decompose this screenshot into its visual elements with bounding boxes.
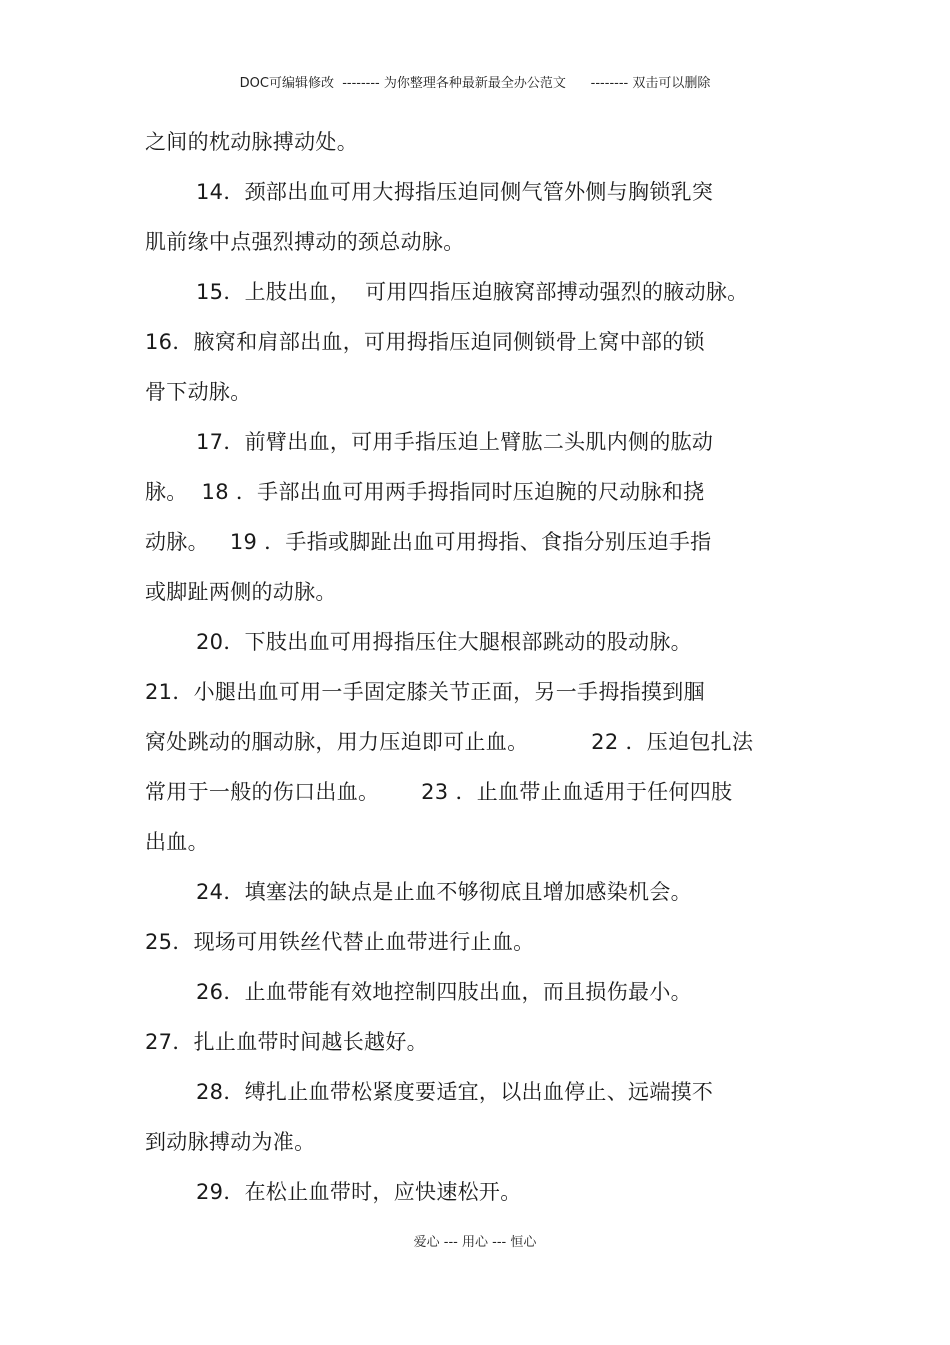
page-footer: 爱心 --- 用心 --- 恒心 [413, 1235, 537, 1250]
text-line: 动脉。 19 ．手指或脚趾出血可用拇指、食指分别压迫手指 [145, 530, 712, 554]
text-line: 15．上肢出血， 可用四指压迫腋窝部搏动强烈的腋动脉。 [196, 280, 749, 304]
text-line: 28．缚扎止血带松紧度要适宜，以出血停止、远端摸不 [196, 1080, 714, 1104]
text-line: 之间的枕动脉搏动处。 [145, 130, 358, 154]
text-line: 27．扎止血带时间越长越好。 [145, 1030, 428, 1054]
text-line: 29．在松止血带时，应快速松开。 [196, 1180, 522, 1204]
text-line: 出血。 [145, 830, 209, 854]
text-line: 25．现场可用铁丝代替止血带进行止血。 [145, 930, 535, 954]
text-line: 16．腋窝和肩部出血，可用拇指压迫同侧锁骨上窝中部的锁 [145, 330, 705, 354]
text-line: 到动脉搏动为准。 [145, 1130, 316, 1154]
text-line: 骨下动脉。 [145, 380, 252, 404]
page-header: DOC可编辑修改 -------- 为你整理各种最新最全办公范文 -------- 双击可以删除 [239, 76, 711, 91]
text-line: 20．下肢出血可用拇指压住大腿根部跳动的股动脉。 [196, 630, 692, 654]
text-line: 或脚趾两侧的动脉。 [145, 580, 337, 604]
text-line: 14．颈部出血可用大拇指压迫同侧气管外侧与胸锁乳突 [196, 180, 714, 204]
text-line: 17．前臂出血，可用手指压迫上臂肱二头肌内侧的肱动 [196, 430, 714, 454]
text-line: 肌前缘中点强烈搏动的颈总动脉。 [145, 230, 465, 254]
text-line: 24．填塞法的缺点是止血不够彻底且增加感染机会。 [196, 880, 692, 904]
text-line: 21．小腿出血可用一手固定膝关节正面，另一手拇指摸到腘 [145, 680, 705, 704]
text-line: 窝处跳动的腘动脉，用力压迫即可止血。 22 ．压迫包扎法 [145, 730, 754, 754]
text-line: 26．止血带能有效地控制四肢出血，而且损伤最小。 [196, 980, 692, 1004]
text-line: 常用于一般的伤口出血。 23 ．止血带止血适用于任何四肢 [145, 780, 733, 804]
text-line: 脉。 18 ．手部出血可用两手拇指同时压迫腕的尺动脉和挠 [145, 480, 705, 504]
